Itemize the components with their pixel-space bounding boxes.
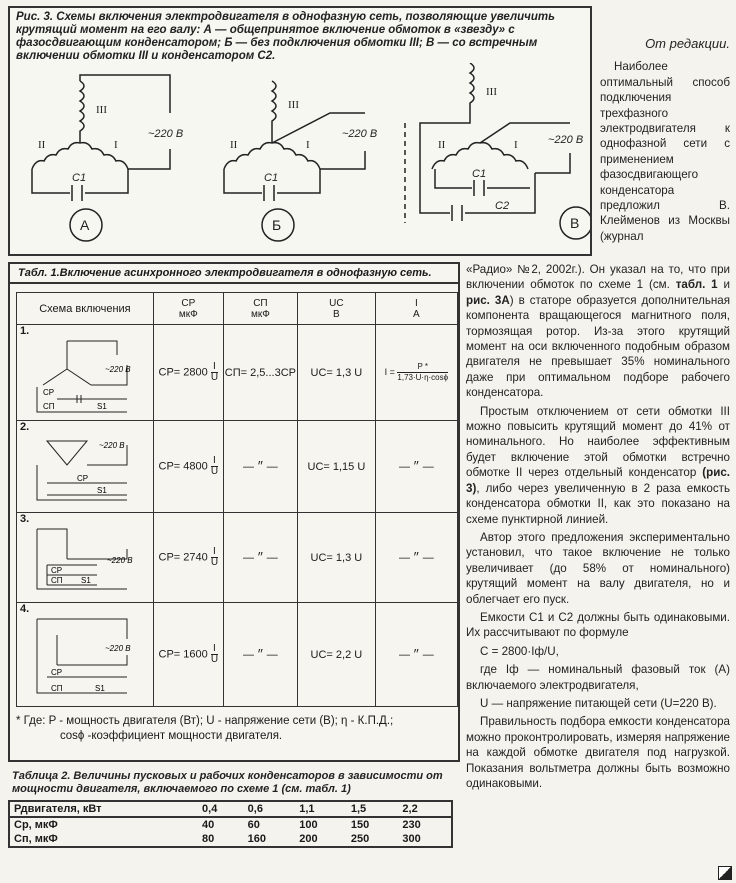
cp-value: CP= 4800 bbox=[158, 460, 208, 473]
header-cell bbox=[153, 293, 223, 325]
text: , либо через увеличенную в 2 раза емкость конденсатора обмотки II, как это показано на схеме пунктирной линией. bbox=[466, 481, 730, 526]
text: «Радио» №2, 2002г.). Он указал на то, что при включении обмоток по схеме 1 (см. bbox=[466, 263, 730, 292]
cell: 250 bbox=[350, 833, 370, 845]
winding-iii-label: III bbox=[96, 104, 107, 116]
fraction bbox=[211, 362, 218, 383]
winding-i-label: I bbox=[514, 139, 518, 151]
row-number: 2. bbox=[20, 421, 30, 433]
table-row bbox=[9, 817, 452, 832]
reference: табл. 1 bbox=[675, 278, 718, 292]
table-row bbox=[9, 832, 452, 847]
uc-cell: UC= 1,3 U bbox=[298, 513, 376, 603]
header-unit: В bbox=[333, 308, 340, 320]
figure-caption: Рис. 3. Схемы включения электродвигателя в однофазную сеть, позволяющие увеличить крутящий момент на его валу: А — общепринятое включение обмоток в «звезду» с фазосдвигающим конденсатором; Б — без подключения обмотки III; В — со встречным включении обмотки III и конденсатором С2. bbox=[16, 11, 555, 62]
cell: 160 bbox=[247, 833, 266, 845]
row-number: 3. bbox=[20, 513, 30, 525]
table-header-row bbox=[17, 293, 458, 325]
i-label: I = bbox=[384, 366, 395, 377]
editorial-paragraph bbox=[466, 404, 730, 527]
svg-text:CP: CP bbox=[51, 668, 63, 677]
frac-num: I bbox=[211, 456, 218, 467]
svg-text:S1: S1 bbox=[97, 486, 107, 495]
frac-num: P * bbox=[397, 362, 448, 373]
winding-iii-label: III bbox=[288, 99, 299, 111]
note-line: cosϕ -коэффициент мощности двигателя. bbox=[60, 730, 283, 742]
cell: Сп, мкФ bbox=[14, 833, 58, 845]
table-1 bbox=[8, 262, 460, 762]
cn-cell: — ״ — bbox=[223, 603, 297, 707]
row-number: 4. bbox=[20, 603, 30, 615]
cell: 150 bbox=[350, 819, 370, 831]
figure-diagrams bbox=[10, 63, 590, 253]
winding-ii-label: II bbox=[230, 139, 238, 151]
cell: 60 bbox=[247, 819, 260, 831]
winding-i-label: I bbox=[114, 139, 118, 151]
svg-text:CП: CП bbox=[43, 402, 55, 411]
cell: 1,5 bbox=[350, 803, 367, 815]
header-cell bbox=[17, 293, 154, 325]
i-cell: — ״ — bbox=[375, 513, 457, 603]
uc-cell: UC= 1,3 U bbox=[298, 325, 376, 421]
svg-text:CP: CP bbox=[43, 388, 55, 397]
uc-cell: UC= 1,15 U bbox=[298, 421, 376, 513]
editorial-paragraph: Емкости С1 и С2 должны быть одинаковыми. Их рассчитывают по формуле bbox=[466, 610, 730, 640]
svg-text:CP: CP bbox=[77, 474, 89, 483]
frac-den: U bbox=[210, 372, 219, 383]
frac-num: I bbox=[211, 644, 218, 655]
schema-cell bbox=[17, 603, 154, 707]
c1-label: C1 bbox=[472, 168, 487, 180]
editorial-paragraph: U — напряжение питающей сети (U=220 В). bbox=[480, 696, 717, 710]
table-1-note bbox=[16, 714, 393, 744]
diagram-a-label: А bbox=[80, 217, 90, 233]
frac-den: U bbox=[210, 466, 219, 477]
winding-iii-label: III bbox=[486, 86, 497, 98]
c1-label: C1 bbox=[264, 172, 279, 184]
editorial-heading: От редакции. bbox=[645, 36, 730, 51]
table-2-grid bbox=[8, 800, 453, 848]
winding-i-label: I bbox=[306, 139, 310, 151]
cell: 40 bbox=[202, 819, 215, 831]
i-cell: — ״ — bbox=[375, 421, 457, 513]
voltage-label: ~220 В bbox=[342, 128, 378, 140]
row-number: 1. bbox=[20, 325, 30, 337]
i-cell: — ״ — bbox=[375, 603, 457, 707]
schema-cell bbox=[17, 513, 154, 603]
cell: 100 bbox=[299, 819, 318, 831]
fraction bbox=[211, 547, 218, 568]
reference: (рис. 3) bbox=[466, 466, 730, 495]
cp-value: CP= 2800 bbox=[158, 366, 208, 379]
c2-label: C2 bbox=[495, 200, 510, 212]
schema-cell bbox=[17, 325, 154, 421]
svg-text:CP: CP bbox=[51, 566, 63, 575]
svg-text:CП: CП bbox=[51, 576, 63, 585]
cell: Рдвигателя, кВт bbox=[14, 803, 102, 815]
svg-text:~220 В: ~220 В bbox=[105, 365, 131, 374]
end-mark-icon bbox=[718, 866, 732, 880]
cell: 80 bbox=[202, 833, 215, 845]
table-row bbox=[17, 325, 458, 421]
diagram-v-label: В bbox=[570, 215, 580, 231]
editorial-paragraph bbox=[466, 262, 730, 401]
editorial-paragraph: Наиболее оптимальный способ подключения трехфазного электродвигателя к однофазной сети с применением фазосдвигающего конденсатора предложил В. Клейменов из Москвы (журнал bbox=[600, 60, 730, 243]
schema-diagram bbox=[17, 433, 147, 505]
svg-text:S1: S1 bbox=[97, 402, 107, 411]
cp-cell bbox=[153, 421, 223, 513]
winding-ii-label: II bbox=[438, 139, 446, 151]
svg-text:~220 В: ~220 В bbox=[105, 644, 131, 653]
frac-num: I bbox=[211, 362, 218, 373]
cp-value: CP= 2740 bbox=[158, 551, 208, 564]
header-label: CП bbox=[253, 297, 268, 309]
cell: 0,4 bbox=[202, 803, 218, 815]
uc-cell: UC= 2,2 U bbox=[298, 603, 376, 707]
diagram-b-label: Б bbox=[272, 217, 282, 233]
fraction bbox=[211, 456, 218, 477]
reference: рис. 3А bbox=[466, 293, 510, 307]
frac-den: U bbox=[210, 557, 219, 568]
frac-num: I bbox=[211, 547, 218, 558]
header-label: CP bbox=[181, 297, 196, 309]
schema-diagram bbox=[17, 525, 147, 595]
table-row bbox=[17, 603, 458, 707]
cell: 1,1 bbox=[299, 803, 315, 815]
cn-cell: — ״ — bbox=[223, 421, 297, 513]
header-label: UC bbox=[329, 297, 344, 309]
schema-diagram bbox=[17, 615, 147, 699]
figure-3 bbox=[8, 6, 592, 256]
header-cell bbox=[223, 293, 297, 325]
header-cell bbox=[375, 293, 457, 325]
cell: 2,2 bbox=[402, 803, 418, 815]
editorial-paragraph: Автор этого предложения экспериментально установил, что такое включение не только увеличивает (до 58% от номинального) крутящий момент на валу двигателя, но и облегчает его пуск. bbox=[466, 530, 730, 606]
frac-den: U bbox=[210, 654, 219, 665]
table-1-title: Табл. 1.Включение асинхронного электродвигателя в однофазную сеть. bbox=[10, 264, 458, 284]
cp-cell bbox=[153, 325, 223, 421]
svg-text:CП: CП bbox=[51, 684, 63, 693]
header-unit: мкФ bbox=[250, 308, 270, 320]
cn-cell: CП= 2,5...3CP bbox=[223, 325, 297, 421]
table-row bbox=[9, 801, 452, 817]
editorial-wide bbox=[466, 262, 730, 794]
svg-text:S1: S1 bbox=[95, 684, 105, 693]
schema-cell bbox=[17, 421, 154, 513]
i-cell bbox=[375, 325, 457, 421]
voltage-label: ~220 В bbox=[148, 128, 184, 140]
header-unit: мкФ bbox=[178, 308, 198, 320]
cp-cell bbox=[153, 513, 223, 603]
c1-label: C1 bbox=[72, 172, 87, 184]
schema-diagram bbox=[17, 337, 147, 415]
text: ) в статоре образуется дополнительная компонента вращающегося магнитного поля, тормозящая ротор. Из-за этого крутящий момент на оси включенного подобным образом двигателя не превышает 35% номинального даже при оптимальном подборе рабочего конденсатора. bbox=[466, 293, 731, 400]
table-row bbox=[17, 421, 458, 513]
winding-ii-label: II bbox=[38, 139, 46, 151]
text: и bbox=[717, 278, 730, 292]
cn-cell: — ״ — bbox=[223, 513, 297, 603]
header-unit: А bbox=[413, 308, 420, 320]
table-1-grid bbox=[16, 292, 458, 707]
fraction bbox=[211, 644, 218, 665]
winding-iii bbox=[80, 81, 84, 143]
header-label: I bbox=[414, 297, 418, 309]
header-label: Схема включения bbox=[39, 302, 131, 315]
cp-cell bbox=[153, 603, 223, 707]
voltage-label: ~220 В bbox=[548, 134, 584, 146]
note-line: * Где: P - мощность двигателя (Вт); U - напряжение сети (В); η - К.П.Д.; bbox=[16, 715, 394, 727]
fraction bbox=[397, 362, 448, 383]
svg-text:~220 В: ~220 В bbox=[99, 441, 125, 450]
cell: 300 bbox=[402, 833, 421, 845]
table-2 bbox=[8, 770, 460, 880]
cell: 0,6 bbox=[247, 803, 263, 815]
cp-value: CP= 1600 bbox=[158, 648, 208, 661]
cell: 230 bbox=[402, 819, 421, 831]
text: Простым отключением от сети обмотки III можно повысить крутящий момент до 41% от номинального. Но наиболее эффективным будет включение этой обмотки встречно обмотке II через отдельный конденсатор bbox=[466, 404, 730, 480]
table-row bbox=[17, 513, 458, 603]
cell: Ср, мкФ bbox=[14, 819, 58, 831]
svg-text:~220 В: ~220 В bbox=[107, 556, 133, 565]
frac-den: 1,73·U·η·cosϕ bbox=[397, 373, 449, 382]
formula: C = 2800·Iф/U, bbox=[480, 644, 559, 658]
editorial-narrow bbox=[600, 36, 730, 247]
svg-text:S1: S1 bbox=[81, 576, 91, 585]
editorial-paragraph: где Iф — номинальный фазовый ток (А) включаемого электродвигателя, bbox=[466, 663, 730, 692]
editorial-paragraph: Правильность подбора емкости конденсатора можно проконтролировать, измеряя напряжение на каждой обмотке двигателя под нагрузкой. Показания вольтметра должны быть возможно одинаковыми. bbox=[466, 715, 730, 790]
header-cell bbox=[298, 293, 376, 325]
table-2-title: Таблица 2. Величины пусковых и рабочих конденсаторов в зависимости от мощности двигателя, включаемого по схеме 1 (см. табл. 1) bbox=[12, 770, 443, 795]
cell: 200 bbox=[299, 833, 318, 845]
